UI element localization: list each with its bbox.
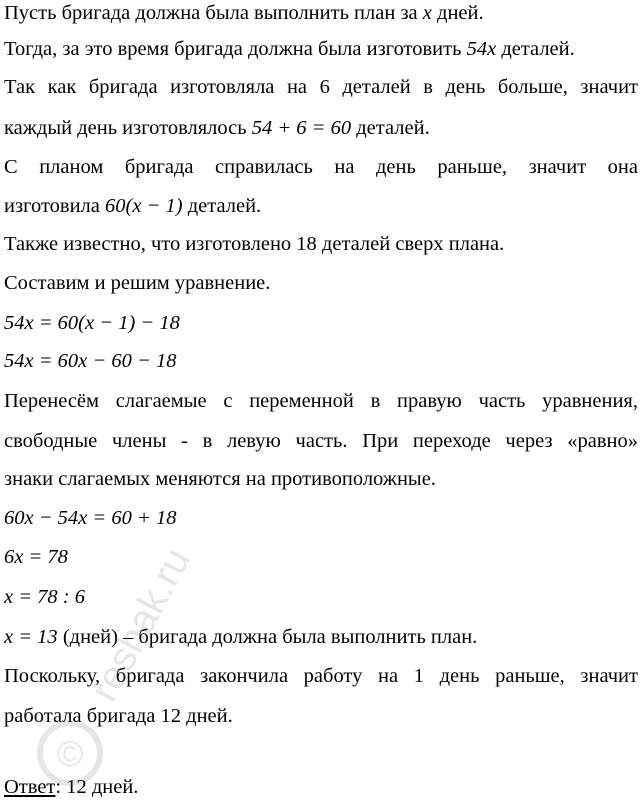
text-line-19: работала бригада 12 дней.	[4, 705, 233, 727]
math-variable: x	[422, 2, 432, 24]
math-expression: 60(x − 1)	[105, 195, 183, 217]
text-line-8: Составим и решим уравнение.	[4, 272, 271, 294]
math-expression: x = 13	[4, 626, 58, 648]
text-line-5: С планом бригада справилась на день раньше, значит она	[4, 156, 638, 178]
text-segment: (дней) – бригада должна была выполнить план.	[62, 626, 478, 648]
text-segment: деталей.	[501, 38, 575, 60]
answer-value: : 12 дней.	[55, 776, 139, 798]
text-segment: каждый день изготовлялось	[4, 117, 247, 139]
text-segment: Пусть бригада должна была выполнить план за	[4, 2, 418, 24]
text-segment: дней.	[437, 2, 484, 24]
answer-label: Ответ	[4, 776, 56, 798]
text-line-17	[4, 622, 638, 652]
text-segment: изготовила	[4, 195, 100, 217]
text-line-4	[4, 113, 638, 143]
watermark-symbol: ©	[56, 733, 84, 774]
math-expression: 54x	[466, 38, 497, 60]
text-segment: деталей.	[187, 195, 262, 217]
math-expression: 54 + 6 = 60	[251, 117, 352, 139]
text-line-11: Перенесём слагаемые с переменной в правую часть уравнения,	[4, 390, 638, 412]
text-segment: деталей.	[356, 117, 430, 139]
equation-line-1: 54x = 60(x − 1) − 18	[4, 312, 180, 334]
equation-line-5: x = 78 : 6	[4, 586, 86, 608]
text-line-1	[4, 0, 638, 28]
watermark-text: reshak.ru	[82, 540, 200, 709]
equation-line-2: 54x = 60x − 60 − 18	[4, 350, 177, 372]
text-line-12: свободные члены - в левую часть. При переходе через «равно»	[4, 430, 638, 452]
text-line-7: Также известно, что изготовлено 18 деталей сверх плана.	[4, 233, 505, 255]
equation-line-4: 6x = 78	[4, 546, 68, 568]
text-line-3: Так как бригада изготовляла на 6 деталей в день больше, значит	[4, 76, 638, 98]
answer-line	[4, 772, 638, 802]
equation-line-3: 60x − 54x = 60 + 18	[4, 507, 177, 529]
text-line-6	[4, 191, 638, 221]
text-line-2	[4, 34, 638, 64]
text-line-13: знаки слагаемых меняются на противоположные.	[4, 468, 436, 490]
text-segment: Тогда, за это время бригада должна была изготовить	[4, 38, 462, 60]
text-line-18: Поскольку, бригада закончила работу на 1 день раньше, значит	[4, 665, 638, 687]
